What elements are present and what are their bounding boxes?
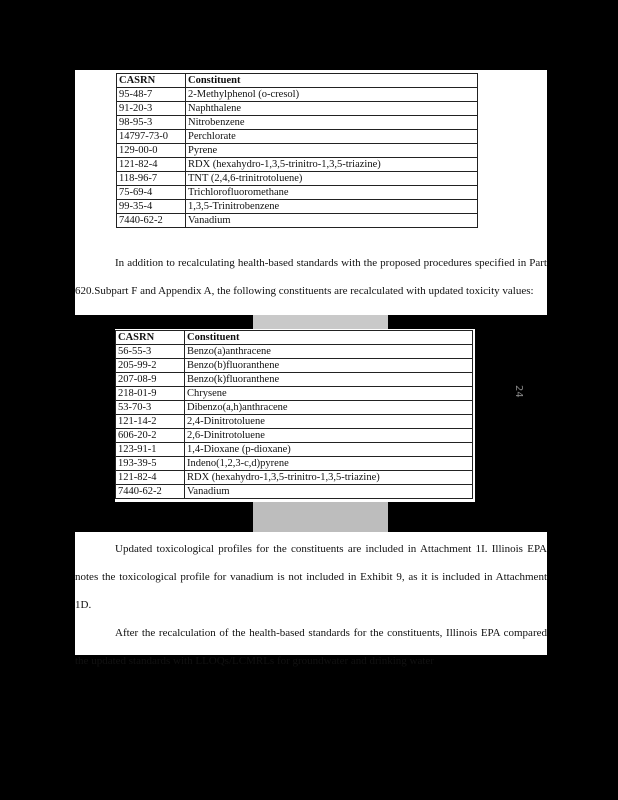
casrn-cell: 207-08-9	[116, 373, 185, 387]
column-header-casrn: CASRN	[117, 74, 186, 88]
constituent-cell: 1,3,5-Trinitrobenzene	[186, 200, 478, 214]
table-row	[117, 186, 478, 200]
casrn-cell: 14797-73-0	[117, 130, 186, 144]
casrn-cell: 121-82-4	[116, 471, 185, 485]
casrn-cell: 129-00-0	[117, 144, 186, 158]
constituent-table-1	[116, 73, 478, 228]
column-header-constituent: Constituent	[185, 331, 473, 345]
constituent-cell: Dibenzo(a,h)anthracene	[185, 401, 473, 415]
constituent-cell: Benzo(a)anthracene	[185, 345, 473, 359]
page-number: 24	[513, 385, 524, 398]
constituent-cell: Pyrene	[186, 144, 478, 158]
constituent-cell: Vanadium	[185, 485, 473, 499]
table-row	[116, 387, 473, 401]
constituent-cell: RDX (hexahydro-1,3,5-trinitro-1,3,5-triazine)	[185, 471, 473, 485]
constituent-cell: 2,4-Dinitrotoluene	[185, 415, 473, 429]
table-row	[117, 158, 478, 172]
constituent-cell: Perchlorate	[186, 130, 478, 144]
constituent-cell: 1,4-Dioxane (p-dioxane)	[185, 443, 473, 457]
casrn-cell: 53-70-3	[116, 401, 185, 415]
table-row	[116, 359, 473, 373]
column-header-casrn: CASRN	[116, 331, 185, 345]
constituent-cell: Naphthalene	[186, 102, 478, 116]
constituent-cell: Chrysene	[185, 387, 473, 401]
constituent-cell: Vanadium	[186, 214, 478, 228]
casrn-cell: 121-14-2	[116, 415, 185, 429]
table-row	[117, 102, 478, 116]
column-header-constituent: Constituent	[186, 74, 478, 88]
table-header-row	[116, 331, 473, 345]
document-page-top	[75, 70, 547, 315]
table-row	[116, 457, 473, 471]
constituent-cell: RDX (hexahydro-1,3,5-trinitro-1,3,5-triazine)	[186, 158, 478, 172]
casrn-cell: 7440-62-2	[117, 214, 186, 228]
constituent-table-2	[115, 330, 473, 499]
casrn-cell: 7440-62-2	[116, 485, 185, 499]
table-row	[116, 373, 473, 387]
table-row	[117, 172, 478, 186]
table-row	[116, 429, 473, 443]
constituent-cell: Nitrobenzene	[186, 116, 478, 130]
casrn-cell: 193-39-5	[116, 457, 185, 471]
casrn-cell: 121-82-4	[117, 158, 186, 172]
constituent-cell: Indeno(1,2,3-c,d)pyrene	[185, 457, 473, 471]
table-row	[117, 116, 478, 130]
casrn-cell: 606-20-2	[116, 429, 185, 443]
scan-artifact-strip	[253, 502, 388, 532]
constituent-cell: Trichlorofluoromethane	[186, 186, 478, 200]
table-row	[116, 401, 473, 415]
constituent-cell: Benzo(b)fluoranthene	[185, 359, 473, 373]
paragraph-recalculation: In addition to recalculating health-based standards with the proposed procedures specified in Part 620.Subpart F and Appendix A, the following constituents are recalculated with updated toxicity values:	[75, 257, 547, 297]
table-row	[116, 443, 473, 457]
casrn-cell: 123-91-1	[116, 443, 185, 457]
table-row	[116, 345, 473, 359]
table-header-row	[117, 74, 478, 88]
table-row	[117, 214, 478, 228]
constituent-cell: 2-Methylphenol (o-cresol)	[186, 88, 478, 102]
casrn-cell: 91-20-3	[117, 102, 186, 116]
casrn-cell: 205-99-2	[116, 359, 185, 373]
casrn-cell: 99-35-4	[117, 200, 186, 214]
table-row	[117, 88, 478, 102]
casrn-cell: 98-95-3	[117, 116, 186, 130]
casrn-cell: 118-96-7	[117, 172, 186, 186]
document-page-table2	[115, 329, 475, 502]
table-row	[116, 415, 473, 429]
casrn-cell: 75-69-4	[117, 186, 186, 200]
table-row	[116, 471, 473, 485]
casrn-cell: 218-01-9	[116, 387, 185, 401]
casrn-cell: 95-48-7	[117, 88, 186, 102]
constituent-cell: 2,6-Dinitrotoluene	[185, 429, 473, 443]
constituent-cell: Benzo(k)fluoranthene	[185, 373, 473, 387]
table-row	[117, 144, 478, 158]
table-row	[117, 200, 478, 214]
paragraph-comparison: After the recalculation of the health-based standards for the constituents, Illinois EPA compared the updated standards with LLOQs/LCMRLs for groundwater and drinking water	[75, 627, 547, 667]
document-page-bottom	[75, 532, 547, 667]
casrn-cell: 56-55-3	[116, 345, 185, 359]
constituent-cell: TNT (2,4,6-trinitrotoluene)	[186, 172, 478, 186]
table-row	[117, 130, 478, 144]
paragraph-toxicological-profiles: Updated toxicological profiles for the constituents are included in Attachment 1I. Illinois EPA notes the toxicological profile for vanadium is not included in Exhibit 9, as it is included in Attachment 1D.	[75, 543, 547, 611]
scan-artifact-strip	[253, 315, 388, 329]
table-row	[116, 485, 473, 499]
